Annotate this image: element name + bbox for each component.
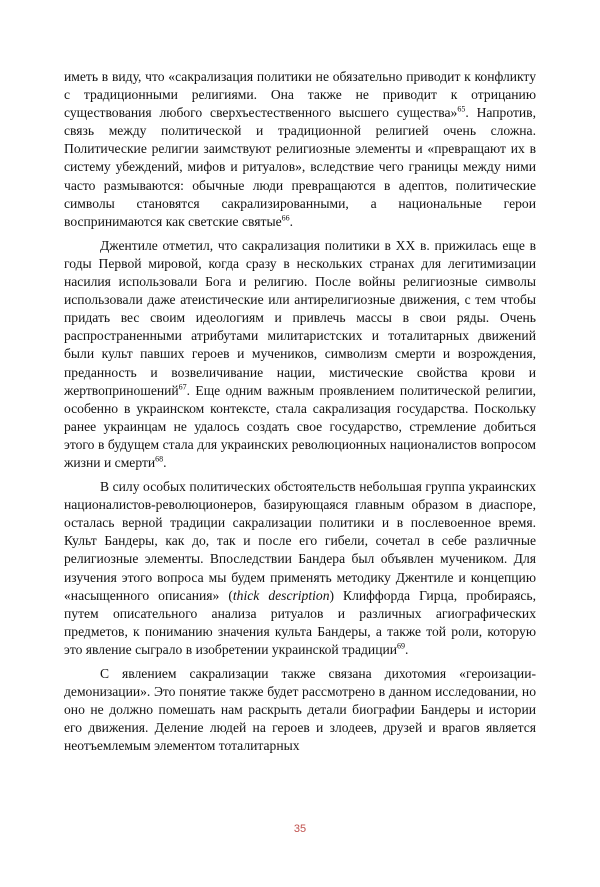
text-run: . <box>405 641 409 657</box>
paragraph <box>64 68 536 231</box>
footnote-ref: 69 <box>397 641 406 651</box>
page-body <box>64 68 536 761</box>
text-run: Джентиле отметил, что сакрализация политики в XX в. прижилась еще в годы Первой мировой, когда сразу в нескольких странах для легитимизации насилия использовали Бога и религию. После войны религиозные символы использовали даже атеистические или антирелигиозные движения, с тем чтобы придать вес своим идеологиям и привлечь массы в свои ряды. Очень распространенными атрибутами милитаристских и тоталитарных движений были культ павших героев и мучеников, символизм смерти и возрождения, преданность и возвеличивание нации, мистические свойства крови и жертвоприношений <box>64 237 536 398</box>
footnote-ref: 68 <box>155 454 164 464</box>
paragraph <box>64 237 536 472</box>
text-run: С явлением сакрализации также связана дихотомия «героизации-демонизации». Это понятие также будет рассмотрено в данном исследовании, но оно не должно помешать нам раскрыть детали биографии Бандеры и истории его движения. Деление людей на героев и злодеев, друзей и врагов является неотъемлемым элементом тоталитарных <box>64 666 536 754</box>
text-block <box>64 68 536 755</box>
text-run: иметь в виду, что «сакрализация политики не обязательно приводит к конфликту с традиционными религиями. Она также не приводит к отрицанию существования любого сверхъестественного высшего существа» <box>64 69 536 121</box>
footnote-ref: 66 <box>281 213 290 223</box>
paragraph <box>64 665 536 755</box>
paragraph <box>64 478 536 659</box>
page-number: 35 <box>293 823 307 835</box>
italic-text: thick description <box>232 587 330 603</box>
footnote-ref: 65 <box>457 104 466 114</box>
text-run: . Напротив, связь между политической и традиционной религией очень сложна. Политические религии заимствуют религиозные элементы и «превращают их в систему убеждений, мифов и ритуалов», вследствие чего границы между ними часто размываются: обычные люди превращаются в адептов, политические символы становятся сакрализированными, а национальные герои воспринимаются как светские святые <box>64 105 536 229</box>
text-run: В силу особых политических обстоятельств небольшая группа украинских националистов-революционеров, базирующаяся главным образом в диаспоре, осталась верной традиции сакрализации политики и в послевоенное время. Культ Бандеры, как до, так и после его гибели, сочетал в себе различные религиозные элементы. Впоследствии Бандера был объявлен мучеником. Для изучения этого вопроса мы будем применять методику Джентиле и концепцию «насыщенного описания» ( <box>64 479 536 603</box>
text-run: . <box>289 213 294 229</box>
text-run: . Еще одним важным проявлением политической религии, особенно в украинском контексте, стала сакрализация государства. Поскольку ранее украинцам не удалось создать свое государство, стремление добиться этого в будущем стала для украинских революционных националистов вопросом жизни и смерти <box>64 382 536 470</box>
text-run: ) Клиффорда Гирца, пробираясь, путем описательного анализа ритуалов и различных агиографических предметов, к пониманию значения культа Бандеры, а также той роли, которую это явление сыграло в изобретении украинской традиции <box>64 587 536 657</box>
footnote-ref: 67 <box>178 382 187 392</box>
text-run: . <box>163 454 167 470</box>
